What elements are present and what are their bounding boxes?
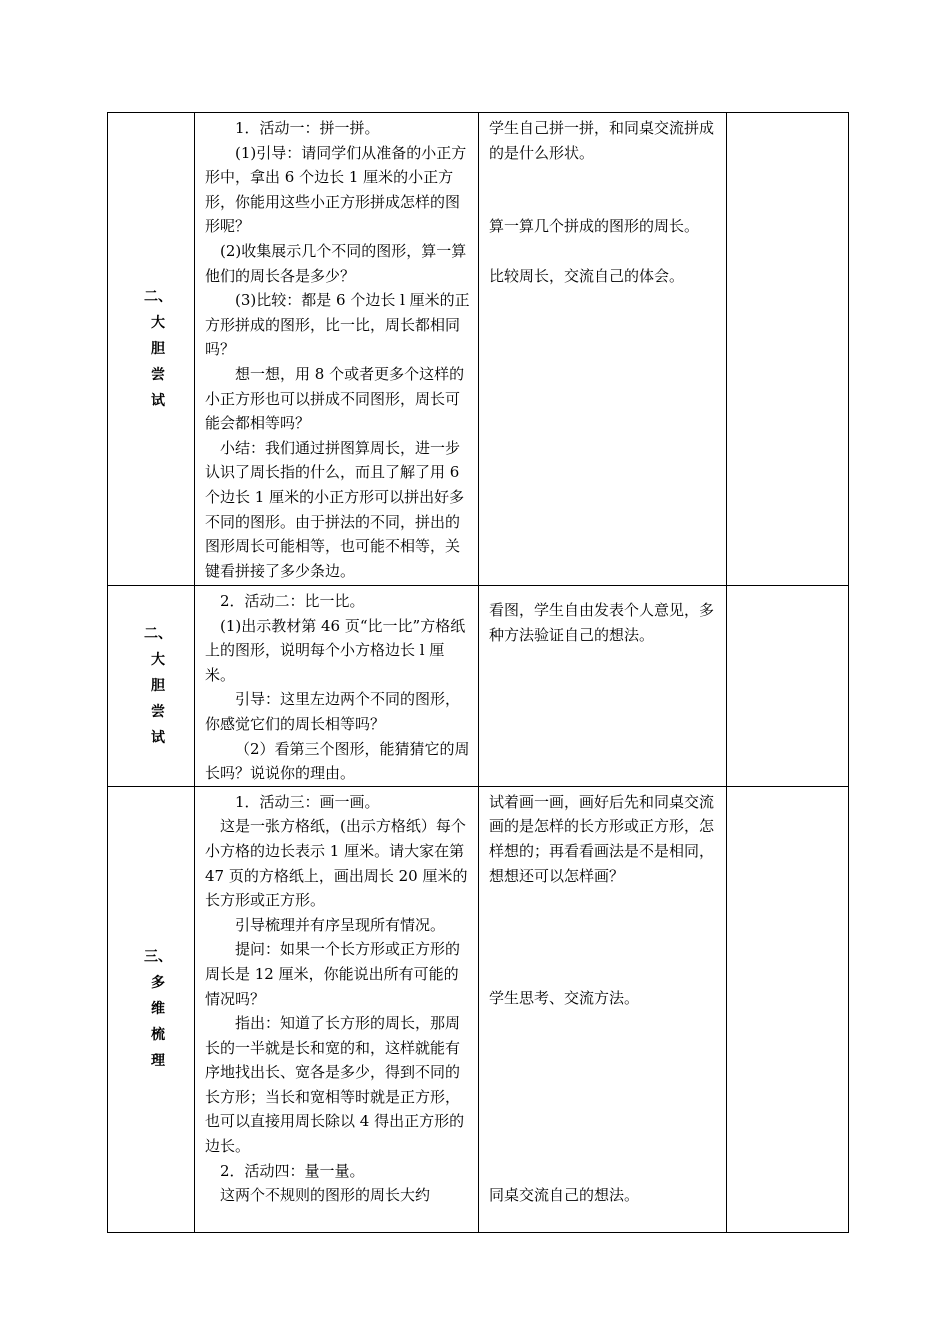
teacher-paragraph: (2)收集展示几个不同的图形，算一算他们的周长各是多少？ [205, 241, 467, 285]
stage-label-cell [108, 786, 195, 1232]
student-note: 同桌交流自己的想法。 [489, 1185, 640, 1204]
student-note: 比较周长，交流自己的体会。 [489, 266, 685, 285]
table-row [108, 113, 849, 586]
teacher-activity-cell [195, 586, 479, 787]
table-row [108, 586, 849, 787]
activity-heading: 1．活动一：拼一拼。 [235, 119, 380, 137]
teacher-activity-cell [195, 786, 479, 1232]
teacher-paragraph: 提问：如果一个长方形或正方形的周长是 12 厘米，你能说出所有可能的情况吗？ [205, 940, 461, 1008]
student-note: 学生思考、交流方法。 [489, 989, 640, 1008]
student-note: 算一算几个拼成的图形的周长。 [489, 217, 700, 236]
notes-cell [727, 786, 849, 1232]
student-activity-cell [479, 786, 727, 1232]
notes-cell [727, 113, 849, 586]
lesson-plan-table [107, 112, 849, 1233]
teacher-activity-cell [195, 113, 479, 586]
student-note: 看图，学生自由发表个人意见，多种方法验证自己的想法。 [489, 601, 715, 644]
teacher-paragraph: 想一想，用 8 个或者更多个这样的小正方形也可以拼成不同图形，周长可能会都相等吗？ [205, 364, 465, 433]
teacher-paragraph: 这两个不规则的图形的周长大约 [220, 1186, 431, 1205]
summary-paragraph: 小结：我们通过拼图算周长，进一步认识了周长指的什么，而且了解了用 6 个边长 1 厘米的小正方形可以拼出好多不同的图形。由于拼法的不同，拼出的图形周长可能相等，也可能不相等，关键看拼接了多少条边。 [205, 438, 465, 580]
table-row [108, 786, 849, 1232]
teacher-paragraph: 引导梳理并有序呈现所有情况。 [235, 915, 446, 934]
lesson-plan-page [107, 112, 848, 1233]
teacher-paragraph: 指出：知道了长方形的周长，那周长的一半就是长和宽的和，这样就能有序地找出长、宽各是多少，得到不同的长方形；当长和宽相等时就是正方形，也可以直接用周长除以 4 得出正方形的边长。 [205, 1014, 465, 1156]
stage-label-cell [108, 586, 195, 787]
student-note: 试着画一画，画好后先和同桌交流画的是怎样的长方形或正方形，怎样想的；再看看画法是不是相同，想想还可以怎样画？ [489, 792, 715, 885]
activity-heading: 1．活动三：画一画。 [235, 792, 380, 811]
teacher-paragraph: 引导：这里左边两个不同的图形，你感觉它们的周长相等吗？ [205, 690, 461, 733]
teacher-paragraph: (1)出示教材第 46 页“比一比”方格纸上的图形，说明每个小方格边长 l 厘米。 [205, 616, 466, 684]
stage-label: 三、 多 维 梳 理 [144, 949, 172, 1070]
teacher-paragraph: (3)比较：都是 6 个边长 l 厘米的正方形拼成的图形，比一比，周长都相同吗？ [205, 291, 470, 359]
teacher-paragraph: （2）看第三个图形，能猜猜它的周长吗？说说你的理由。 [205, 739, 470, 783]
notes-cell [727, 586, 849, 787]
stage-label: 二、 大 胆 尝 试 [144, 625, 172, 746]
activity-heading: 2．活动二：比一比。 [220, 592, 365, 610]
teacher-paragraph: (1)引导：请同学们从准备的小正方形中，拿出 6 个边长 1 厘米的小正方形，你能用这些小正方形拼成怎样的图形呢？ [205, 143, 467, 236]
stage-label-cell [108, 113, 195, 586]
activity-heading: 2．活动四：量一量。 [220, 1161, 365, 1180]
student-activity-cell [479, 586, 727, 787]
student-activity-cell [479, 113, 727, 586]
teacher-paragraph: 这是一张方格纸，(出示方格纸）每个小方格的边长表示 1 厘米。请大家在第 47 页的方格纸上，画出周长 20 厘米的长方形或正方形。 [205, 817, 468, 910]
stage-label: 二、 大 胆 尝 试 [144, 289, 172, 409]
student-note: 学生自己拼一拼，和同桌交流拼成的是什么形状。 [489, 119, 715, 162]
